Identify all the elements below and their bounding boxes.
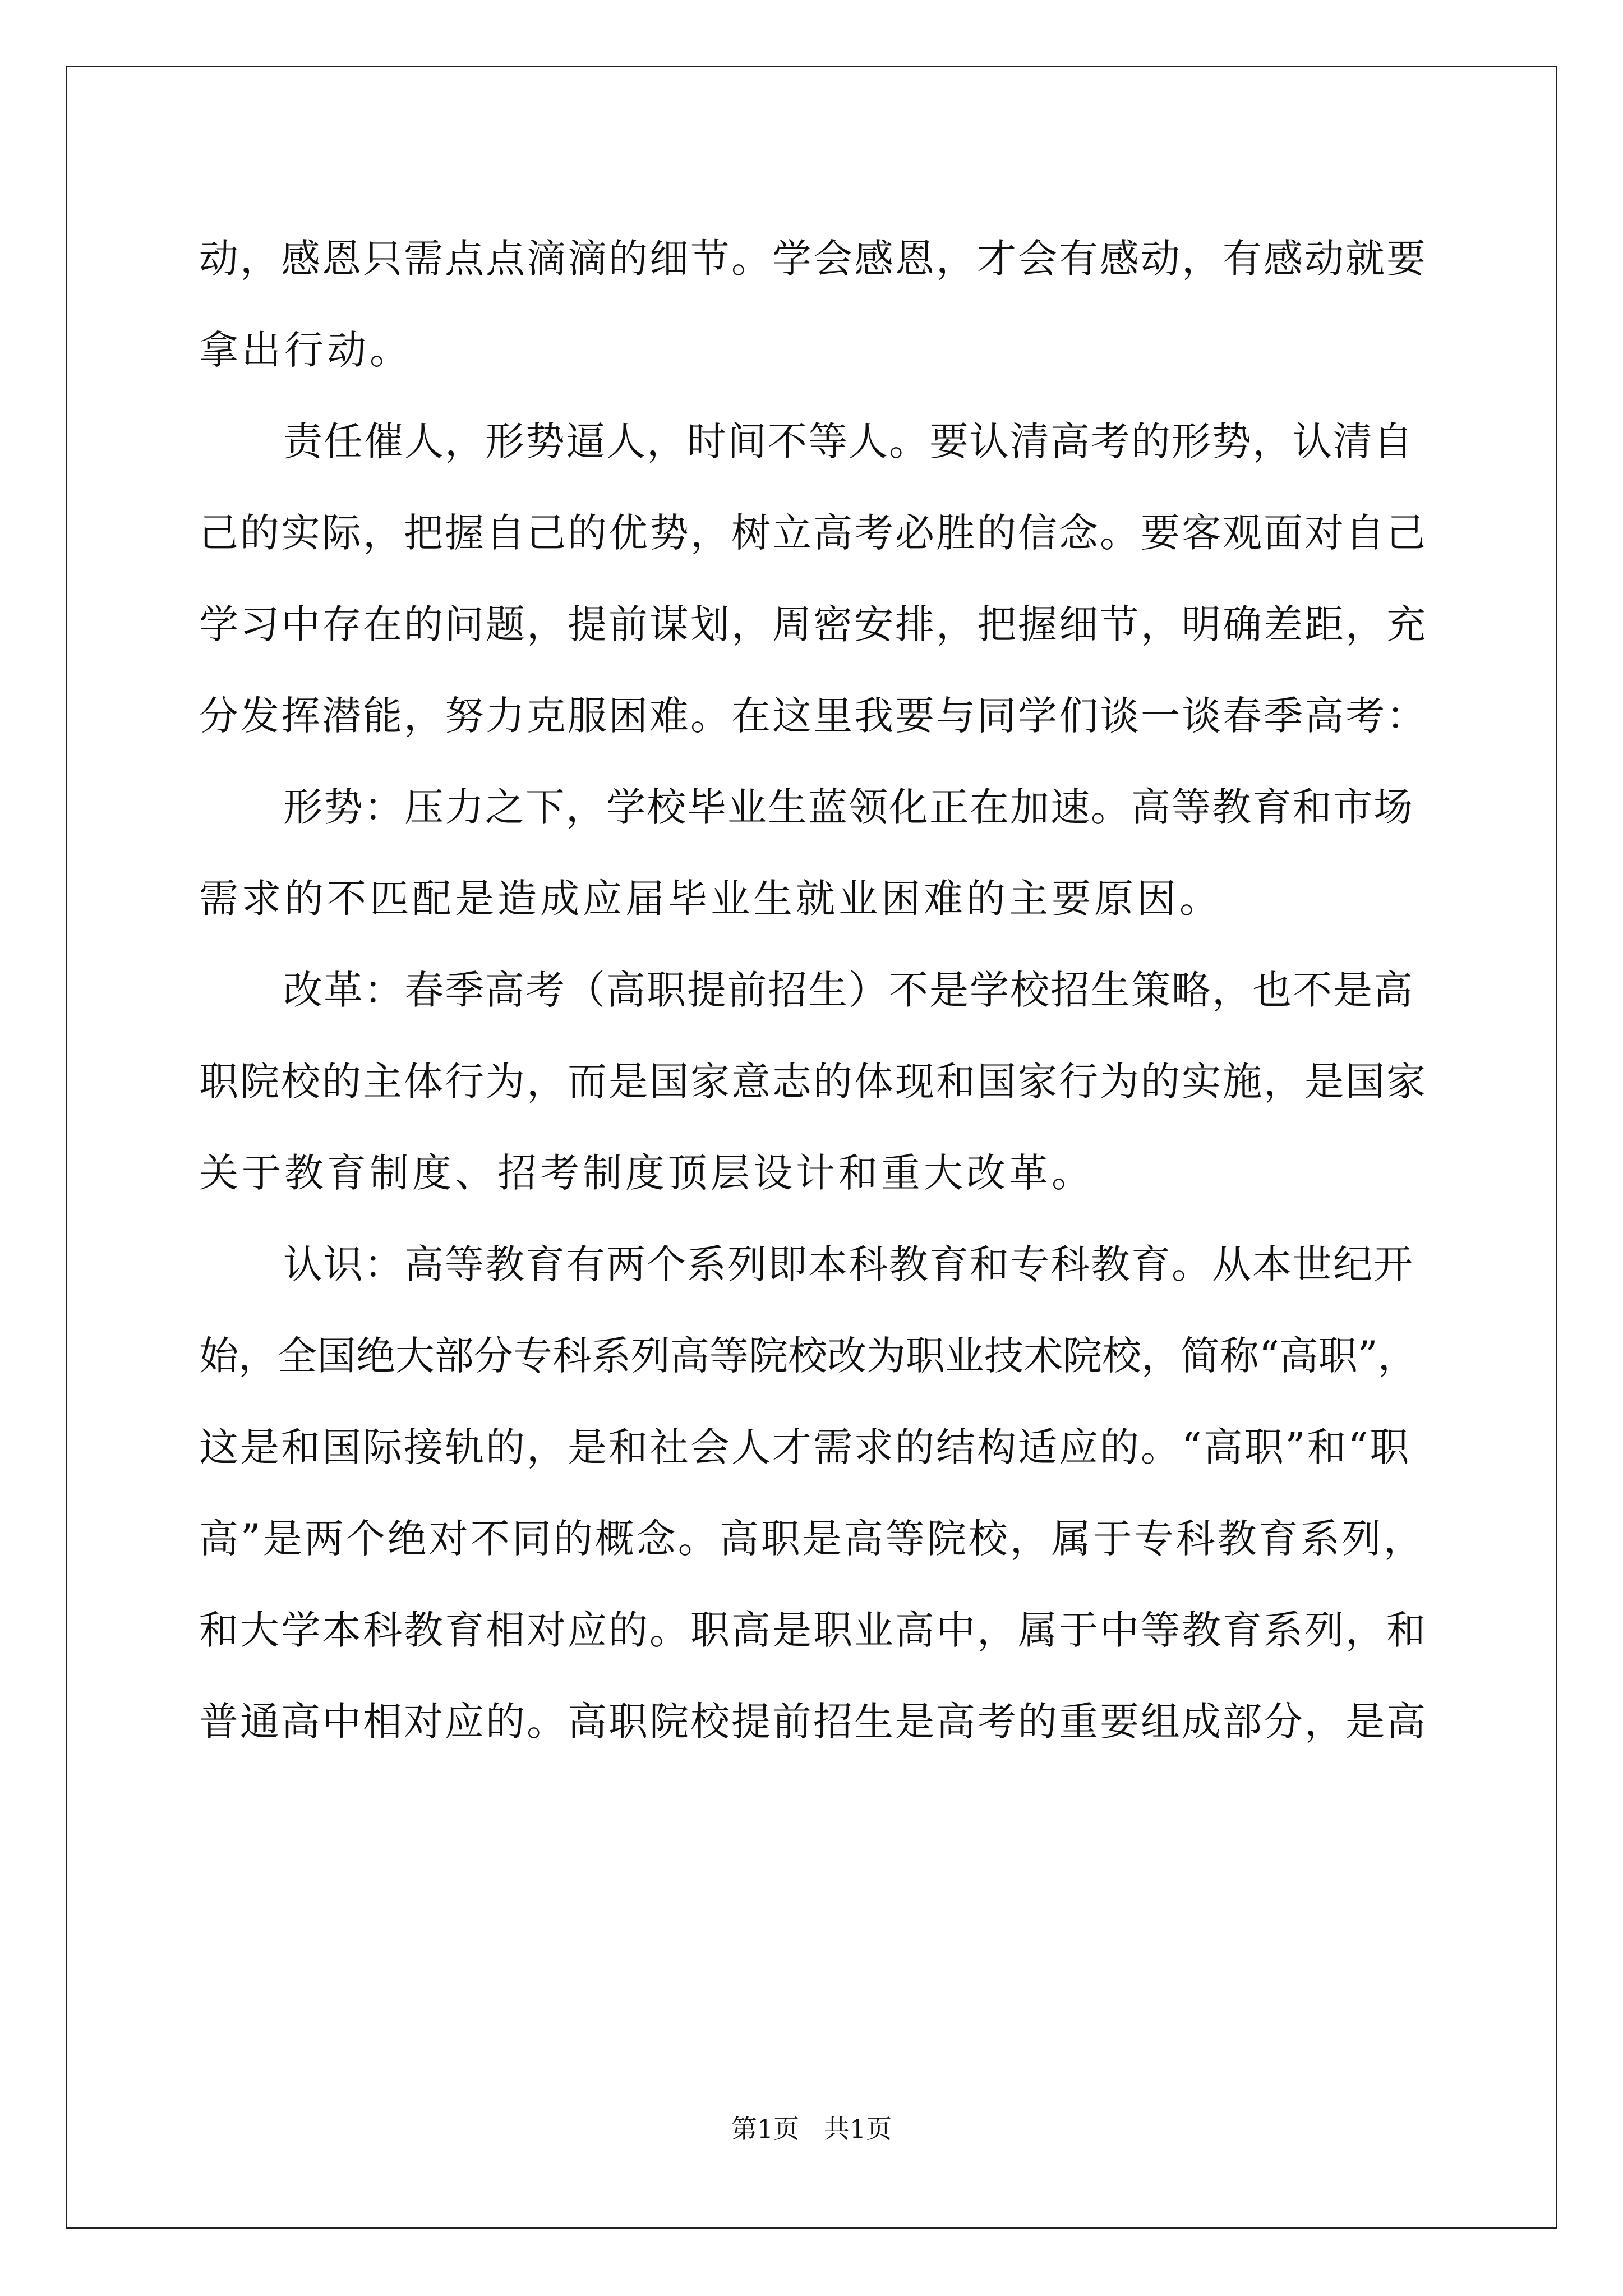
text-line: 职院校的主体行为，而是国家意志的体现和国家行为的实施，是国家 xyxy=(199,1059,1427,1105)
text-line: 动，感恩只需点点滴滴的细节。学会感恩，才会有感动，有感动就要 xyxy=(199,236,1427,282)
text-line: 普通高中相对应的。高职院校提前招生是高考的重要组成部分，是高 xyxy=(199,1699,1427,1745)
text-line: 拿出行动。 xyxy=(199,327,412,373)
text-line: 和大学本科教育相对应的。职高是职业高中，属于中等教育系列，和 xyxy=(199,1607,1427,1653)
text-line: 高”是两个绝对不同的概念。高职是高等院校，属于专科教育系列， xyxy=(199,1516,1425,1562)
text-line: 己的实际，把握自己的优势，树立高考必胜的信念。要客观面对自己 xyxy=(199,510,1427,556)
text-line: 学习中存在的问题，提前谋划，周密安排，把握细节，明确差距，充 xyxy=(199,601,1427,647)
text-line: 认识：高等教育有两个系列即本科教育和专科教育。从本世纪开 xyxy=(283,1241,1414,1287)
text-line: 形势：压力之下，学校毕业生蓝领化正在加速。高等教育和市场 xyxy=(283,784,1414,830)
document-body xyxy=(199,213,1427,1768)
page-number-footer: 第1页 共1页 xyxy=(731,2114,892,2144)
text-line: 需求的不匹配是造成应届毕业生就业困难的主要原因。 xyxy=(199,876,1222,922)
text-line: 责任催人，形势逼人，时间不等人。要认清高考的形势，认清自 xyxy=(283,418,1414,464)
text-line: 关于教育制度、招考制度顶层设计和重大改革。 xyxy=(199,1150,1094,1196)
text-line: 这是和国际接轨的，是和社会人才需求的结构适应的。“高职”和“职 xyxy=(199,1424,1411,1470)
text-line: 分发挥潜能，努力克服困难。在这里我要与同学们谈一谈春季高考： xyxy=(199,693,1427,739)
text-line: 改革：春季高考（高职提前招生）不是学校招生策略，也不是高 xyxy=(283,967,1414,1013)
text-line: 始，全国绝大部分专科系列高等院校改为职业技术院校，简称“高职”， xyxy=(199,1333,1417,1379)
